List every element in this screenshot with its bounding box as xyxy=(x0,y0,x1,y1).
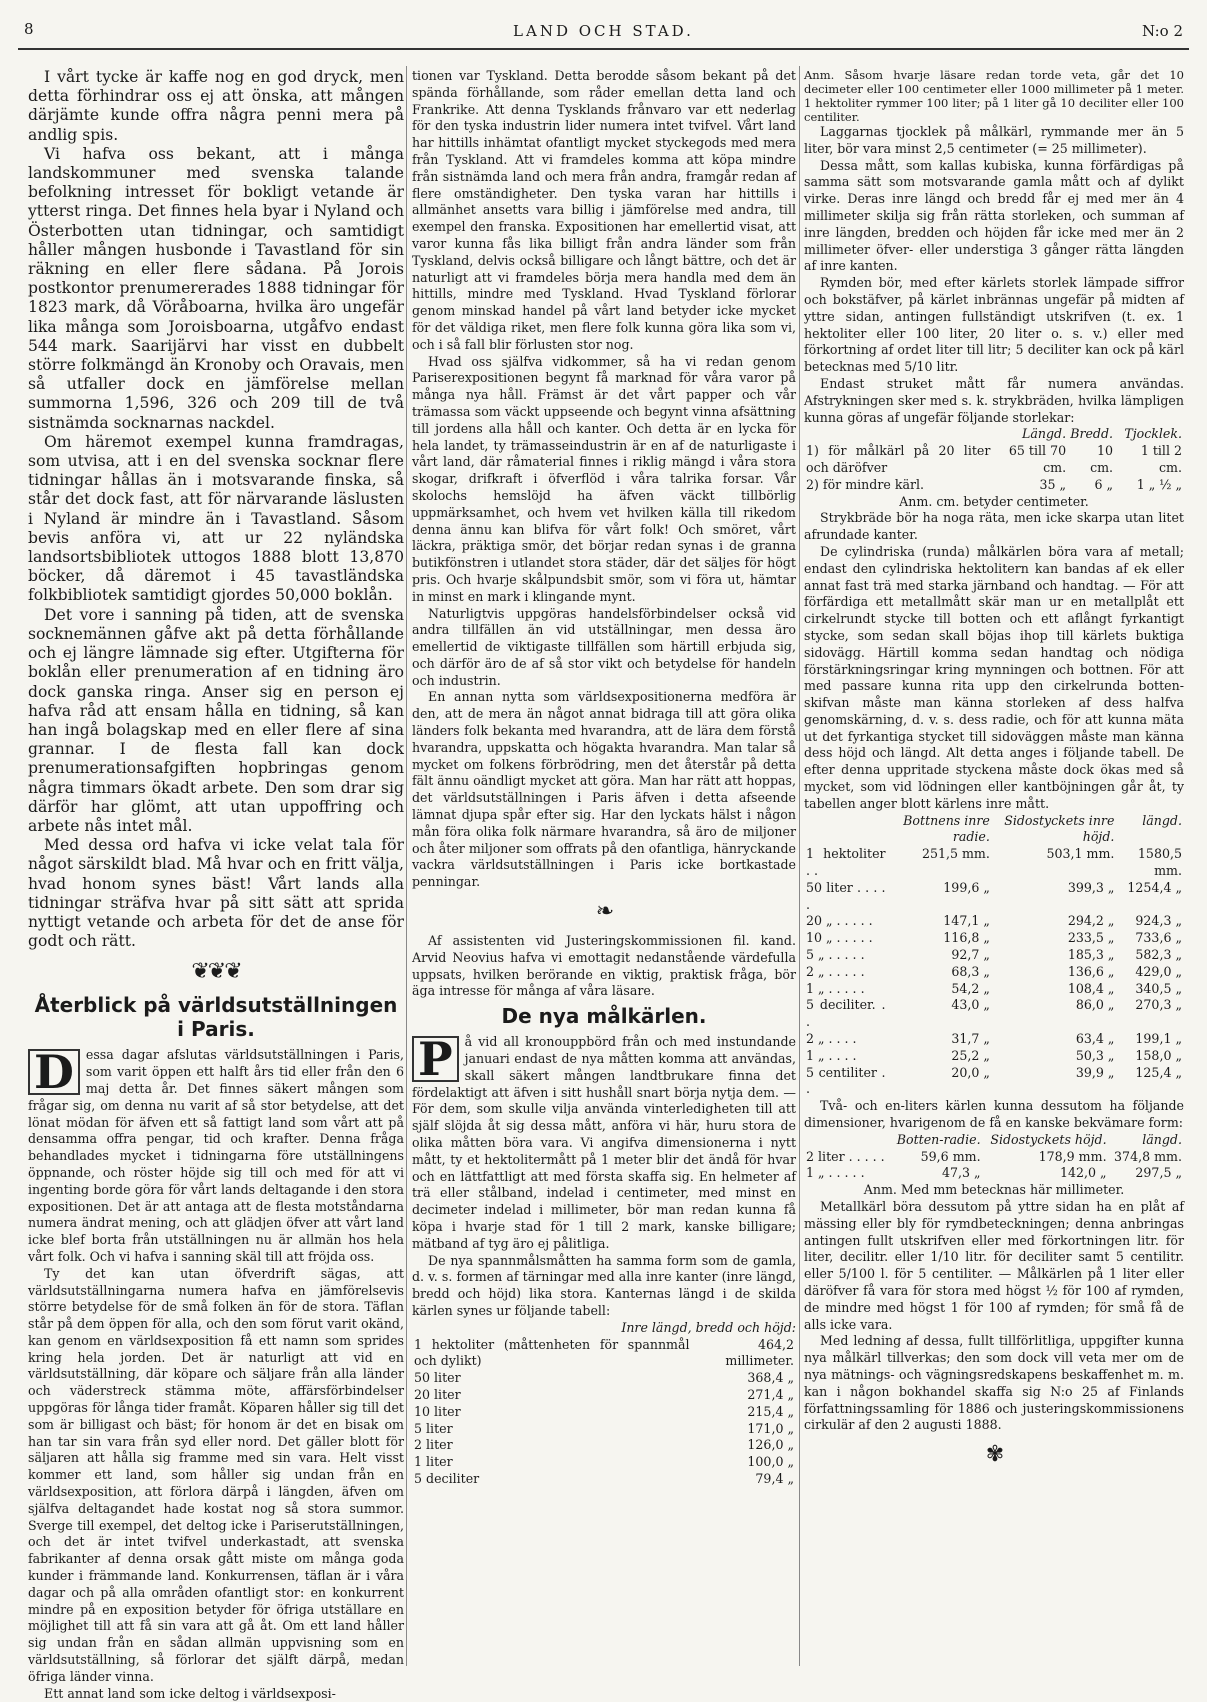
table-cell: 6 „ xyxy=(1094,476,1114,492)
page-header xyxy=(18,18,1189,44)
table-cell: 251,5 mm. xyxy=(921,846,990,862)
table-cell: 294,2 „ xyxy=(1067,913,1115,929)
alt-dimensions-table xyxy=(804,1132,1184,1182)
table-row xyxy=(804,1132,1184,1149)
table-row xyxy=(804,1065,1184,1099)
table-row xyxy=(412,1437,796,1454)
cylinder-dimensions-table xyxy=(804,813,1184,1099)
table-cell: 136,6 „ xyxy=(1067,963,1115,979)
table-cell: 54,2 „ xyxy=(951,980,990,996)
article-heading: De nya målkärlen. xyxy=(501,1004,707,1029)
table-cell: 5 liter xyxy=(414,1420,453,1436)
table-cell: 20 liter xyxy=(414,1386,461,1402)
table-cell: 2 liter . . . . . xyxy=(806,1148,885,1164)
table-cell: 147,1 „ xyxy=(943,913,990,929)
table-cell: längd. xyxy=(1142,1131,1182,1147)
table-cell: 733,6 „ xyxy=(1135,930,1182,946)
table-row xyxy=(804,426,1184,443)
table-row xyxy=(804,813,1184,847)
table-row xyxy=(804,477,1184,494)
ornament-icon: ❧ xyxy=(595,899,613,925)
table-cell: 1 „ . . . . . xyxy=(806,1165,865,1181)
table-cell: Bottnens inre radie. xyxy=(903,812,990,845)
table-caption: Inre längd, bredd och höjd: xyxy=(621,1319,796,1335)
table-cell: 43,0 „ xyxy=(951,997,990,1013)
ornament-icon: ✾ xyxy=(985,1442,1003,1468)
note: Anm. Med mm betecknas här millimeter. xyxy=(863,1182,1125,1198)
table-cell: 142,0 „ xyxy=(1059,1165,1107,1181)
column-2 xyxy=(412,68,796,1668)
table-cell: 1 „ ½ „ xyxy=(1136,476,1182,492)
table-cell: 116,8 „ xyxy=(943,930,990,946)
table-cell: 20 „ . . . . . xyxy=(806,913,873,929)
table-cell: 503,1 mm. xyxy=(1046,846,1115,862)
table-row xyxy=(412,1454,796,1471)
table-cell: 271,4 „ xyxy=(747,1386,794,1402)
table-row xyxy=(804,930,1184,947)
paragraph: Metallkärl böra dessutom på yttre sidan ha en plåt af mässing eller bly för rymdbeteckningen; denna anbringas antingen fullt utskrifven eller med förkortningen litr. för liter, decilitr. eller 1/10 litr. för deciliter samt 5 centilitr. eller 5/100 l. för 5 centiliter. — Målkärlen på 1 liter eller däröfver få vara för stora med högst ½ för 100 af rymden, de mindre med högst 1 för 100 af rymden; för små få de alls icke vara. xyxy=(804,1199,1184,1332)
table-cell xyxy=(804,1132,891,1149)
table-row xyxy=(804,997,1184,1031)
table-cell: 374,8 mm. xyxy=(1114,1148,1182,1164)
newspaper-title: LAND OCH STAD. xyxy=(513,22,694,40)
table-row xyxy=(804,981,1184,998)
paragraph: tionen var Tyskland. Detta berodde såsom bekant på det spända förhållande, som råder emellan detta land och Frankrike. Att denna Tysklands frånvaro var ett nederlag för den tyska industrin lider numera intet tvifvel. Vårt land har hittills inhämtat ofantligt mycket styckegods med mera från Tyskland. Att vi framdeles komma att köpa mindre från sistnämda land och mera från andra, framgår redan af flere omständigheter. Den tyska varan har hittills i allmänhet ansetts vara billig i jämförelse med andra, till exempel den franska. Expositionen har emellertid visat, att varor kunna fås lika billigt från andra länder som från Tyskland, delvis också billigare och långt bättre, och det är naturligt att vi framdeles börja mera handla med dem än hittills, mindre med Tyskland. Hvad Tyskland förlorar genom minskad handel på vårt land betyder icke mycket för det väldiga riket, men flere folk kunna göra lika som vi, och i så fall blir förlusten stor nog. xyxy=(412,68,796,352)
paragraph: Det vore i sanning på tiden, att de svenska socknemännen gåfve akt på detta förhållande och ej längre lämnade sig efter. Utgifterna för boklån eller prenumeration af en tidning äro dock ganska ringa. Anser sig en person ej hafva råd att ensam hålla en tidning, så kan han ingå bolagskap med en eller flere af sina grannar. I de flesta fall kan dock prenumerationsafgiften hopbringas genom några timmars ökadt arbete. Den som drar sig därför har glömt, att utan uppoffring och arbete nås intet mål. xyxy=(28,605,404,835)
table-cell: 2) för mindre kärl. xyxy=(806,476,925,492)
table-cell: 464,2 millimeter. xyxy=(725,1336,794,1369)
header-rule xyxy=(18,48,1189,50)
table-cell: 2 „ . . . . xyxy=(806,1031,857,1047)
table-row xyxy=(804,1031,1184,1048)
table-cell: 50,3 „ xyxy=(1075,1047,1115,1063)
paragraph: Med dessa ord hafva vi icke velat tala för något särskildt blad. Må hvar och en fritt välja, hvad honom synes bäst! Vårt lands alla tidningar sträfva hvar på sitt sätt att sprida nyttigt vetande och arbeta för det de anse för godt och rätt. xyxy=(28,836,404,951)
table-row xyxy=(804,1149,1184,1166)
table-cell: 368,4 „ xyxy=(747,1370,794,1386)
paragraph: Hvad oss själfva vidkommer, så ha vi redan genom Pariserexpositionen begynt få marknad för våra varor på många nya håll. Främst är det vårt papper och vår trämassa som väckt uppseende och begynt vinna afsättning till jordens alla håll och kanter. Och detta är en lycka för hela landet, ty trämasseindustrin är en af de naturligaste i vårt land, där råmaterial finnes i riklig mängd i våra stora skogar, drifkraft i öfverflöd i våra talrika forsar. Vår skolochs hemslöjd ha äfven väckt tillbörlig uppmärksamhet, och hvem vet hvilken källa till rikedom denna ännu kan blifva för vårt folk! Och smöret, vårt läckra, präktiga smör, det börjar redan synas i de granna butikfönstren i utlandet stora städer, där det säljes för högt pris. Och hvarje skålpundsbit smör, som vi föra ut, hämtar in minst en mark i klingande mynt. xyxy=(412,353,796,604)
table-cell: 59,6 mm. xyxy=(920,1148,981,1164)
column-3 xyxy=(804,68,1184,1668)
table-cell: 1580,5 mm. xyxy=(1137,846,1182,879)
table-cell: 125,4 „ xyxy=(1135,1064,1182,1080)
table-cell: 126,0 „ xyxy=(747,1437,794,1453)
table-cell: 108,4 „ xyxy=(1067,980,1115,996)
table-cell: 2 „ . . . . . xyxy=(806,963,865,979)
table-cell: Sidostyckets höjd. xyxy=(990,1131,1107,1147)
table-cell: Längd. xyxy=(1021,426,1067,442)
table-cell: 199,1 „ xyxy=(1135,1031,1182,1047)
table-cell: 1) för målkärl på 20 liter och däröfver xyxy=(806,443,991,475)
paragraph: I vårt tycke är kaffe nog en god dryck, men detta förhindrar oss ej att önska, att mången därjämte kunde offra några penni mera på andlig spis. xyxy=(28,68,404,144)
table-cell: 50 liter . . . . . xyxy=(806,879,886,912)
table-cell: 178,9 mm. xyxy=(1038,1148,1107,1164)
table-row xyxy=(804,1048,1184,1065)
table-cell: 340,5 „ xyxy=(1135,980,1182,996)
table-cell: 429,0 „ xyxy=(1135,963,1182,979)
table-cell: 233,5 „ xyxy=(1067,930,1115,946)
table-cell: 39,9 „ xyxy=(1075,1064,1115,1080)
table-cell: 65 till 70 cm. xyxy=(1008,443,1067,475)
paragraph: Ett annat land som icke deltog i världsexposi- xyxy=(44,1685,336,1701)
table-cell: 5 deciliter xyxy=(414,1470,480,1486)
table-cell: 50 liter xyxy=(414,1370,461,1386)
table-cell: 5 deciliter. . . xyxy=(806,997,886,1030)
table-row xyxy=(412,1421,796,1438)
table-row xyxy=(804,964,1184,981)
table-row xyxy=(804,880,1184,914)
table-cell: Sidostyckets inre höjd. xyxy=(1004,812,1115,845)
table-cell: 5 „ . . . . . xyxy=(806,947,865,963)
table-cell: 215,4 „ xyxy=(747,1403,794,1419)
page-number: 8 xyxy=(24,20,34,38)
table-cell: 68,3 „ xyxy=(951,963,990,979)
paragraph: Af assistenten vid Justeringskommissionen fil. kand. Arvid Neovius hafva vi emottagit nedanstående värdefulla uppsats, hvilken berörande en viktig, praktisk fråga, bör äga intresse för många af våra läsare. xyxy=(412,933,796,999)
cube-dimensions-table xyxy=(412,1337,796,1488)
paragraph: Om häremot exempel kunna framdragas, som utvisa, att i en del svenska socknar flere tidningar hållas än i motsvarande finska, så står det dock fast, att för närvarande läslusten i Nyland är mindre än i Tavastland. Såsom bevis anföra vi, att ur 22 nyländska landsortsbibliotek uttogos 1888 blott 13,870 böcker, då däremot i 45 tavastländska folkbibliotek samtidigt gjordes 50,000 boklån. xyxy=(28,432,404,605)
paragraph: Naturligtvis uppgöras handelsförbindelser också vid andra tillfällen än vid utställningar, men dessa äro emellertid de viktigaste tillfällen som härtill erbjuda sig, och därför äro de af så stor vikt och betydelse för handeln och industrin. xyxy=(412,605,796,688)
article-heading: Återblick på världsutställningen i Paris. xyxy=(34,993,398,1042)
table-row xyxy=(412,1387,796,1404)
table-row xyxy=(804,846,1184,880)
column-divider xyxy=(406,66,407,1666)
table-cell: 1 „ . . . . xyxy=(806,1047,857,1063)
table-cell: 10 „ . . . . . xyxy=(806,930,873,946)
table-cell: 35 „ xyxy=(1039,476,1067,492)
table-cell: 25,2 „ xyxy=(951,1047,990,1063)
table-row xyxy=(412,1471,796,1488)
table-cell: längd. xyxy=(1142,812,1182,828)
table-cell: 79,4 „ xyxy=(755,1470,794,1486)
table-row xyxy=(804,1165,1184,1182)
table-cell: 31,7 „ xyxy=(951,1031,990,1047)
paragraph: De cylindriska (runda) målkärlen böra vara af metall; endast den cylindriska hektolitern kan bandas af ek eller annat fast trä med starka järnband och handtag. — För att förfärdiga ett metallmått skär man ur en metallplåt ett cirkelrundt stycke till botten och ett aflångt fyrkantigt stycke, som sedan skall böjas ihop till kärlets buktiga sidovägg. Härtill komma sedan handtag och nödiga förstärkningsringar kring mynningen och bottnen. För att med passare kunna rita upp den cirkelrunda botten-skifvan måste man känna storleken af dess halfva genomskärning, d. v. s. dess radie, och för att kunna mäta ut det fyrkantiga stycket till sidoväggen måste man känna dess höjd och längd. Alt detta anges i följande tabell. De efter denna uppritade styckena måste dock ökas med så mycket, som vid lödningen eller kantböjningen går åt, ty tabellen anger blott kärlens inre mått. xyxy=(804,543,1184,811)
table-cell: 582,3 „ xyxy=(1135,947,1182,963)
table-cell: 10 cm. xyxy=(1090,443,1114,475)
table-cell: 1 hektoliter . . xyxy=(806,846,886,879)
table-cell: 1 liter xyxy=(414,1454,453,1470)
table-cell: 1254,4 „ xyxy=(1127,879,1182,895)
paragraph: Med ledning af dessa, fullt tillförlitliga, uppgifter kunna nya målkärl tillverkas; den som dock vill veta mer om de nya mätnings- och vägningsredskapens beskaffenhet m. m. kan i någon bokhandel skaffa sig N:o 25 af Finlands författningssamling för 1886 och justeringskommissionens cirkulär af den 2 augusti 1888. xyxy=(804,1333,1184,1433)
table-cell: 10 liter xyxy=(414,1403,461,1419)
table-cell: Bredd. xyxy=(1070,426,1114,442)
table-cell: 86,0 „ xyxy=(1075,997,1115,1013)
paragraph: Laggarnas tjocklek på målkärl, rymmande mer än 5 liter, bör vara minst 2,5 centimeter (= 25 millimeter). xyxy=(804,124,1184,156)
table-cell: 20,0 „ xyxy=(951,1064,990,1080)
column-divider xyxy=(799,66,800,1666)
paragraph: Två- och en-liters kärlen kunna dessutom ha följande dimensioner, hvarigenom de få en kanske bekvämare form: xyxy=(804,1098,1184,1131)
table-cell: 924,3 „ xyxy=(1135,913,1182,929)
paragraph: De nya spannmålsmåtten ha samma form som de gamla, d. v. s. formen af tärningar med alla inre kanter (inre längd, bredd och höjd) lika stora. Kanternas längd i de skilda kärlen synes ur följande tabell: xyxy=(412,1252,796,1318)
issue-number: N:o 2 xyxy=(1142,22,1183,40)
paragraph: Endast struket mått får numera användas. Afstrykningen sker med s. k. strykbräden, hvilka lämpligen kunna göras af ungefär följande storlekar: xyxy=(804,375,1184,425)
table-cell: Botten-radie. xyxy=(896,1131,981,1147)
table-cell: 92,7 „ xyxy=(951,947,990,963)
table-row xyxy=(412,1404,796,1421)
note: Anm. Såsom hvarje läsare redan torde veta, går det 10 decimeter eller 100 centimeter eller 1000 millimeter på 1 meter. 1 hektoliter rymmer 100 liter; på 1 liter gå 10 deciliter eller 100 centiliter. xyxy=(804,68,1184,124)
strykbrade-table xyxy=(804,426,1184,493)
paragraph: Ty det kan utan öfverdrift sägas, att världsutställningarna numera hafva en jämförelsevis större betydelse för de små folken än för de stora. Täflan står på dem öppen för alla, och den som förut varit okänd, kan genom en världsexposition få ett namn som sprides kring hela jorden. Det är naturligt att vid en världsutställning, där köpare och säljare från alla länder och väderstreck stämma möte, affärsförbindelser uppgöras för långa tider framåt. Köparen håller sig till det som är billigast och bäst; för honom är det en bisak om han tar sin vara från syd eller nord. Det gäller blott för säljaren att hålla sig framme med sin vara. Helt visst kommer ett land, som håller sig undan från en världsexposition, att förlora därpå i längden, äfven om själfva deltagandet hade kostat nog så stora summor. Sverge till exempel, det deltog icke i Pariserutställningen, och det är intet tvifvel underkastadt, att svenska fabrikanter af denna orsak gått miste om många goda kunder i främmande land. Konkurrensen, täflan är i våra dagar och på alla områden ofantligt stor: en konkurrent mindre på en exposition betyder för öfriga utställare en möjlighet till att få sin vara att gå åt. Om ett land håller sig undan från en sådan allmän uppvisning som en världsutställning, så förlorar det själft därpå, medan öfriga länder vinna. xyxy=(28,1265,404,1684)
paragraph: Vi hafva oss bekant, att i många landskommuner med svenska talande befolkning intresset för bokligt vetande är ytterst ringa. Det finnes hela byar i Nyland och Österbotten utan tidningar, och samtidigt håller mången husbonde i Tavastland för sin räkning en eller flere sådana. På Jorois postkontor prenumererades 1888 tidningar för 1823 mark, då Vöråboarna, hvilka äro ungefär lika många som Joroisboarna, utgåfvo endast 544 mark. Saarijärvi har visst en dubbelt större folkmängd än Kronoby och Oravais, men så utfaller dock en jämförelse mellan summorna 1,596, 326 och 209 till de två sistnämda socknarnas nackdel. xyxy=(28,144,404,432)
table-cell: 2 liter xyxy=(414,1437,453,1453)
table-cell: 399,3 „ xyxy=(1067,879,1115,895)
table-cell: 171,0 „ xyxy=(747,1420,794,1436)
table-cell: 158,0 „ xyxy=(1135,1047,1182,1063)
paragraph: Dessa mått, som kallas kubiska, kunna förfärdigas på samma sätt som motsvarande gamla mått och af dylikt virke. Deras inre längd och bredd får ej med mer än 4 millimeter skilja sig från rätta storleken, och summan af inre längden, bredden och höjden får icke med mer än 2 millimeter öfver- eller understiga 3 gånger rätta längden af inre kanten. xyxy=(804,157,1184,274)
table-cell: 1 hektoliter (måttenheten för spannmål och dylikt) xyxy=(414,1336,690,1369)
table-cell xyxy=(804,813,888,847)
paragraph: essa dagar afslutas världsutställningen i Paris, som varit öppen ett halft års tid eller från den 6 maj detta år. Det finnes säkert mången som frågar sig, om denna nu varit af så stor betydelse, att det lönat mödan för äfven ett så fattigt land som vårt att på densamma offra pengar, tid och krafter. Denna fråga behandlades mycket i tidningarna före utställningens öppnande, och röster höjde sig till och med för att vi ingenting borde göra för vårt lands deltagande i den stora expositionen. Det är att antaga att de flesta motståndarna numera ändrat mening, och att glädjen öfver att vårt land icke blef borta från utställningen nu är allmän hos hela vårt folk. Och vi hafva i sanning skäl till att fröjda oss. xyxy=(28,1047,404,1264)
table-cell: 1 till 2 cm. xyxy=(1140,443,1182,475)
drop-cap: D xyxy=(28,1049,80,1095)
table-cell: 297,5 „ xyxy=(1135,1165,1182,1181)
drop-cap: P xyxy=(412,1036,459,1082)
table-cell: 47,3 „ xyxy=(942,1165,981,1181)
paragraph: Strykbräde bör ha noga räta, men icke skarpa utan litet afrundade kanter. xyxy=(804,510,1184,543)
table-cell: Tjocklek. xyxy=(1124,426,1182,442)
table-cell: 185,3 „ xyxy=(1067,947,1115,963)
table-row xyxy=(804,913,1184,930)
table-cell: 5 centiliter . . xyxy=(806,1064,886,1097)
column-1 xyxy=(28,68,404,1701)
table-cell xyxy=(804,426,992,443)
table-cell: 270,3 „ xyxy=(1135,997,1182,1013)
table-cell: 199,6 „ xyxy=(943,879,990,895)
paragraph: Rymden bör, med efter kärlets storlek lämpade siffror och bokstäfver, på kärlet inbrännas ungefär på midten af yttre sidan, antingen fullständigt utskrifven (t. ex. 1 hektoliter eller 100 liter, 20 liter o. s. v.) eller med förkortning af ordet liter till litr; 5 deciliter kan ock på kärl betecknas med 5/10 litr. xyxy=(804,275,1184,375)
table-row xyxy=(412,1337,796,1371)
table-row xyxy=(804,443,1184,477)
paragraph: å vid all kronouppbörd från och med instundande januari endast de nya måtten komma att användas, skall säkert mången landtbrukare finna det fördelaktigt att äfven i sitt hushåll snart börja nytja dem. — För dem, som skulle vilja använda vinterledigheten till att själf slöjda åt sig dessa mått, anföra vi här, huru stora de olika måtten böra vara. Vi angifva dimensionerna i nytt mått, ty et hektolitermått på 1 meter blir det ändå för hvar och en lättfattligt att med första skaffa sig. En helmeter af trä eller stålband, indelad i centimeter, med minst en decimeter indelad i millimeter, bör man redan kunna få köpa i hvarje stad för 1 till 2 mark, kanske billigare; mätband af tyg äro ej pålitliga. xyxy=(412,1034,796,1251)
table-cell: 1 „ . . . . . xyxy=(806,980,865,996)
table-cell: 63,4 „ xyxy=(1075,1031,1115,1047)
ornament-icon: ❦❦❦ xyxy=(191,959,241,985)
table-row xyxy=(412,1370,796,1387)
table-row xyxy=(804,947,1184,964)
paragraph: En annan nytta som världsexpositionerna medföra är den, att de mera än något annat bidraga till att göra olika länders folk bekanta med hvarandra, att de lära dem förstå hvarandra, uppskatta och högakta hvarandra. Man talar så mycket om folkens förbrödring, men det återstår på detta fält ännu oändligt mycket att göra. Man har rätt att hoppas, det världsutställningen i Paris äfven i detta afseende lämnat djupa spår efter sig. Har den lyckats hälst i någon mån föra olika folk närmare hvarandra, så äro de miljoner och åter miljoner som offrats på den ofantliga, hänryckande vackra världsutställningen i Paris icke bortkastade penningar. xyxy=(412,689,796,890)
table-cell: 100,0 „ xyxy=(747,1454,794,1470)
note: Anm. cm. betyder centimeter. xyxy=(899,493,1089,509)
